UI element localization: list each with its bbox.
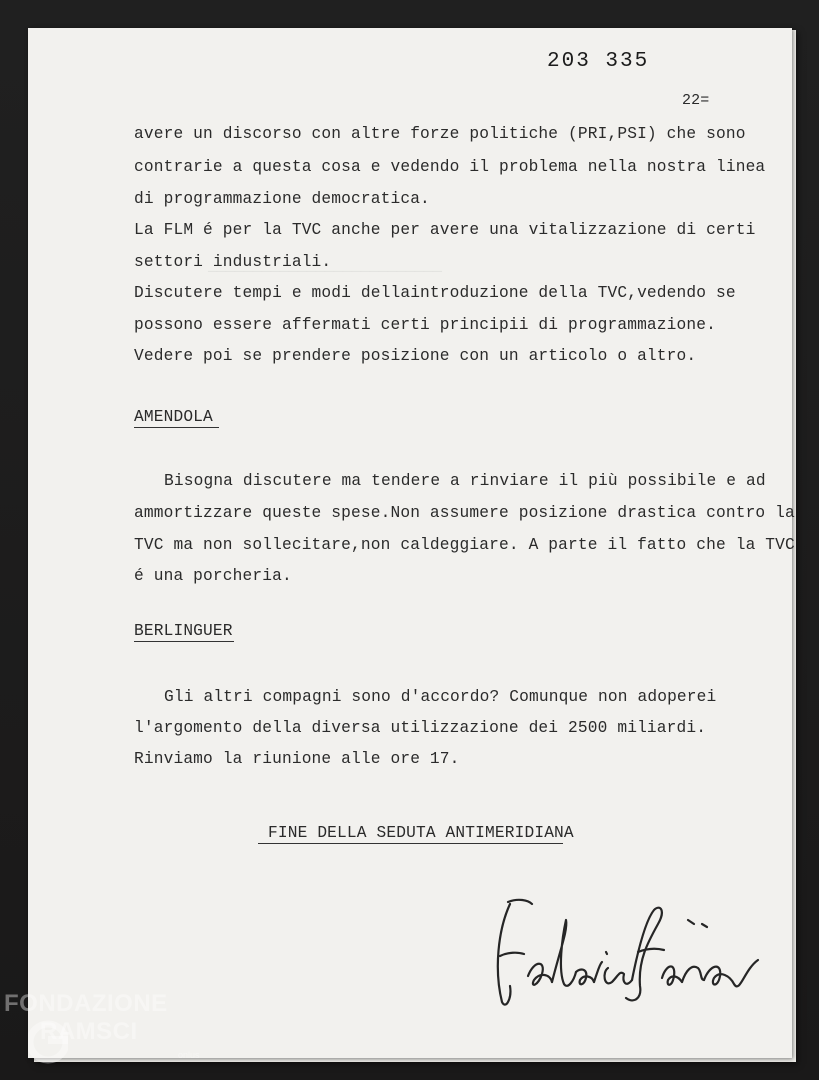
body-line: settori industriali. xyxy=(134,253,332,271)
body-line: Vedere poi se prendere posizione con un articolo o altro. xyxy=(134,347,697,365)
archive-number: 203 335 xyxy=(547,50,650,73)
berlinguer-line: l'argomento della diversa utilizzazione dei 2500 miliardi. xyxy=(134,719,707,737)
berlinguer-line: Rinviamo la riunione alle ore 17. xyxy=(134,750,460,768)
underline xyxy=(258,843,563,844)
closing-line: FINE DELLA SEDUTA ANTIMERIDIANA xyxy=(268,824,574,842)
body-line: di programmazione democratica. xyxy=(134,190,430,208)
body-line: possono essere affermati certi principii di programmazione. xyxy=(134,316,716,334)
body-line: contrarie a questa cosa e vedendo il problema nella nostra linea xyxy=(134,158,766,176)
underline xyxy=(134,641,234,642)
watermark-line2: RAMSCI xyxy=(40,1018,138,1045)
speaker-heading-amendola: AMENDOLA xyxy=(134,408,213,426)
watermark-logo xyxy=(0,990,210,1080)
body-line: Discutere tempi e modi dellaintroduzione della TVC,vedendo se xyxy=(134,284,736,302)
body-line: La FLM é per la TVC anche per avere una vitalizzazione di certi xyxy=(134,221,756,239)
document-page xyxy=(28,28,795,1058)
watermark-line1: FONDAZIONE xyxy=(4,990,168,1017)
page-number: 22= xyxy=(682,92,710,109)
berlinguer-line: Gli altri compagni sono d'accordo? Comunque non adoperei xyxy=(164,688,717,706)
amendola-line: TVC ma non sollecitare,non caldeggiare. A parte il fatto che la TVC xyxy=(134,536,795,554)
watermark-line3: onlus xyxy=(178,1050,200,1060)
bleed-through-text: ────────────────────────── xyxy=(208,264,443,281)
amendola-line: ammortizzare queste spese.Non assumere posizione drastica contro la xyxy=(134,504,795,522)
underline xyxy=(134,427,219,428)
signature-image xyxy=(488,890,768,1020)
speaker-heading-berlinguer: BERLINGUER xyxy=(134,622,233,640)
amendola-line: Bisogna discutere ma tendere a rinviare il più possibile e ad xyxy=(164,472,766,490)
body-line: avere un discorso con altre forze politiche (PRI,PSI) che sono xyxy=(134,125,746,143)
amendola-line: é una porcheria. xyxy=(134,567,292,585)
